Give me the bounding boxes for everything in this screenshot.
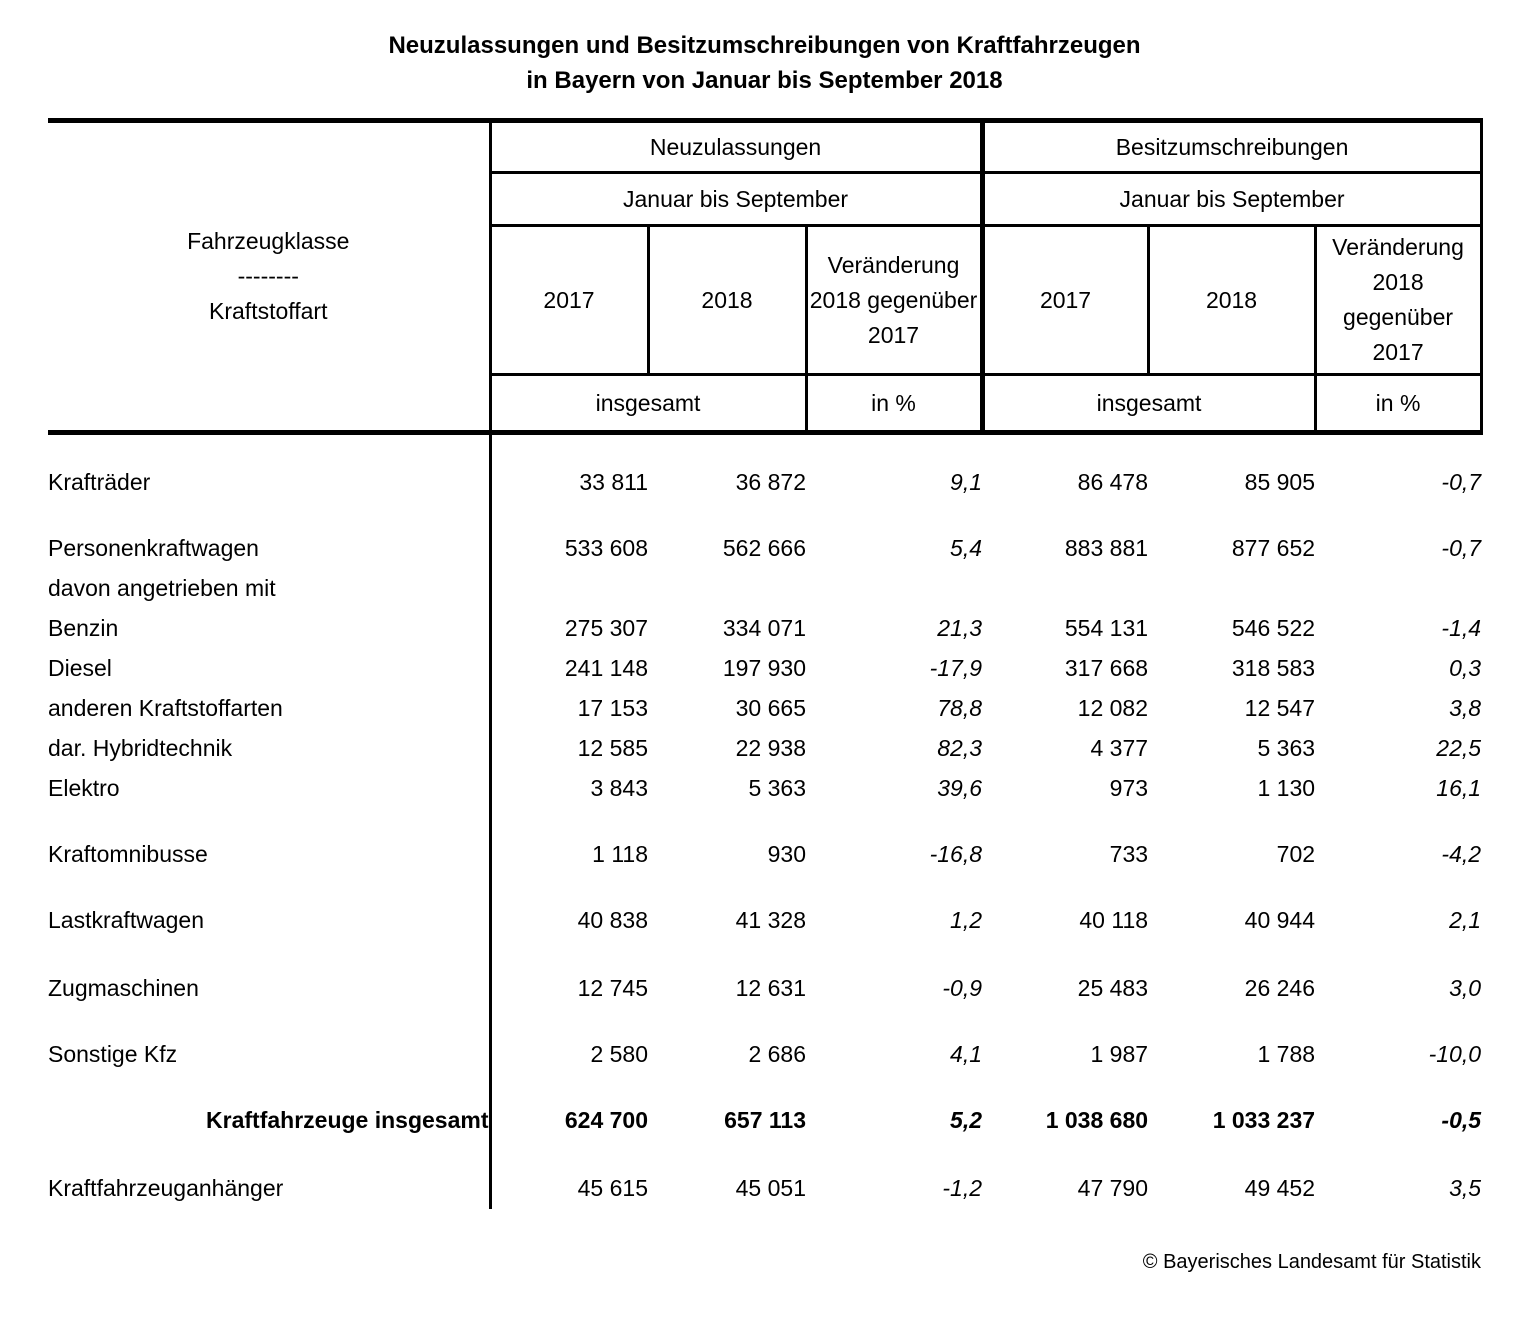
- cell-nz-2017: 3 843: [590, 775, 648, 801]
- cell-bu-2018: 546 522: [1231, 615, 1316, 641]
- cell-bu-change: 16,1: [1436, 775, 1482, 801]
- row-label: davon angetrieben mit: [48, 569, 490, 609]
- row-label: Kraftomnibusse: [48, 835, 490, 875]
- table-row-davon-angetrieben: [48, 569, 1481, 609]
- table-body: [48, 433, 1481, 1209]
- cell-nz-2018: 930: [767, 841, 806, 867]
- cell-nz-2018: [648, 569, 806, 609]
- page-title-line2: in Bayern von Januar bis September 2018: [526, 67, 1003, 94]
- cell-bu-2017: 4 377: [1090, 735, 1149, 761]
- header-nz-change: Veränderung 2018 gegenüber 2017: [806, 226, 982, 375]
- cell-bu-2017: 554 131: [1064, 615, 1149, 641]
- row-label: Krafträder: [48, 463, 490, 503]
- row-label: Elektro: [48, 769, 490, 809]
- table-row-kraftfahrzeuge-insgesamt: [48, 1101, 1481, 1141]
- header-neuzulassungen: Neuzulassungen: [490, 121, 982, 173]
- row-label: Zugmaschinen: [48, 969, 490, 1009]
- cell-nz-2017: 2 580: [590, 1041, 648, 1067]
- cell-bu-2017: 1 987: [1090, 1041, 1149, 1067]
- cell-nz-2017: 17 153: [577, 695, 648, 721]
- table-row-zugmaschinen: [48, 969, 1481, 1009]
- cell-bu-2018: 26 246: [1244, 975, 1316, 1001]
- row-label: Lastkraftwagen: [48, 901, 490, 941]
- cell-bu-2017: 883 881: [1064, 535, 1149, 561]
- header-period-nz: Januar bis September: [490, 173, 982, 226]
- cell-nz-2017: [490, 569, 648, 609]
- cell-bu-change: -0,7: [1441, 535, 1482, 561]
- page-title-line1: Neuzulassungen und Besitzumschreibungen von Kraftfahrzeugen: [388, 32, 1141, 59]
- header-bu-2018: 2018: [1148, 226, 1315, 375]
- cell-bu-2018: 85 905: [1244, 469, 1316, 495]
- row-label: anderen Kraftstoffarten: [48, 689, 490, 729]
- cell-bu-change: 3,0: [1449, 975, 1482, 1001]
- cell-nz-2017: 40 838: [577, 907, 648, 933]
- cell-nz-2017: 533 608: [564, 535, 648, 561]
- cell-bu-2018: 1 033 237: [1212, 1107, 1316, 1133]
- cell-bu-change: -10,0: [1428, 1041, 1482, 1067]
- cell-bu-2017: 47 790: [1077, 1175, 1149, 1201]
- cell-bu-2017: 25 483: [1077, 975, 1149, 1001]
- cell-nz-2017: 241 148: [564, 655, 648, 681]
- stub-header: [48, 121, 490, 433]
- cell-bu-change: [1315, 569, 1481, 609]
- table-row-benzin: [48, 609, 1481, 649]
- cell-nz-change: 9,1: [950, 469, 983, 495]
- table-row-elektro: [48, 769, 1481, 809]
- header-bu-2017: 2017: [982, 226, 1148, 375]
- row-label: Diesel: [48, 649, 490, 689]
- cell-bu-change: 22,5: [1436, 735, 1482, 761]
- cell-bu-change: 0,3: [1449, 655, 1482, 681]
- cell-nz-change: -16,8: [929, 841, 983, 867]
- cell-nz-change: 5,4: [950, 535, 983, 561]
- cell-nz-change: 1,2: [950, 907, 983, 933]
- cell-nz-2018: 30 665: [735, 695, 806, 721]
- cell-nz-2018: 12 631: [735, 975, 806, 1001]
- table-row-hybridtechnik: [48, 729, 1481, 769]
- cell-bu-2018: 877 652: [1231, 535, 1316, 561]
- cell-bu-2018: 49 452: [1244, 1175, 1316, 1201]
- row-label: Personenkraftwagen: [48, 529, 490, 569]
- cell-nz-change: 5,2: [950, 1107, 983, 1133]
- stub-header-line1: Fahrzeugklasse: [187, 228, 350, 254]
- cell-bu-2018: 12 547: [1244, 695, 1316, 721]
- cell-nz-2017: 12 745: [577, 975, 648, 1001]
- row-label: Sonstige Kfz: [48, 1035, 490, 1075]
- table-row-andere-kraftstoffarten: [48, 689, 1481, 729]
- cell-nz-change: 82,3: [937, 735, 983, 761]
- header-nz-2018: 2018: [648, 226, 806, 375]
- cell-bu-change: -1,4: [1441, 615, 1482, 641]
- cell-bu-2018: [1148, 569, 1315, 609]
- cell-nz-change: -0,9: [942, 975, 983, 1001]
- cell-bu-change: -4,2: [1441, 841, 1482, 867]
- header-bu-percent: in %: [1315, 375, 1481, 433]
- cell-nz-2018: 657 113: [724, 1107, 806, 1133]
- table-row-kraftraeder: [48, 463, 1481, 503]
- cell-nz-2017: 45 615: [577, 1175, 648, 1201]
- header-nz-2017: 2017: [490, 226, 648, 375]
- header-besitzumschreibungen: Besitzumschreibungen: [982, 121, 1481, 173]
- statistics-table: [48, 118, 1483, 1209]
- cell-nz-change: -17,9: [929, 655, 983, 681]
- cell-bu-2018: 5 363: [1257, 735, 1316, 761]
- table-row-kraftomnibusse: [48, 835, 1481, 875]
- cell-bu-2017: 12 082: [1077, 695, 1149, 721]
- page-title: [48, 28, 1481, 98]
- cell-bu-2018: 40 944: [1244, 907, 1316, 933]
- cell-nz-change: 21,3: [937, 615, 983, 641]
- cell-nz-2017: 33 811: [579, 469, 648, 495]
- cell-bu-2018: 1 130: [1257, 775, 1316, 801]
- cell-nz-2018: 45 051: [735, 1175, 806, 1201]
- cell-nz-change: [806, 569, 982, 609]
- cell-bu-2018: 318 583: [1231, 655, 1316, 681]
- row-label: Kraftfahrzeuge insgesamt: [48, 1101, 490, 1141]
- cell-bu-2017: 86 478: [1077, 469, 1149, 495]
- cell-nz-change: 4,1: [950, 1041, 983, 1067]
- header-nz-percent: in %: [806, 375, 982, 433]
- cell-bu-2018: 1 788: [1257, 1041, 1316, 1067]
- cell-nz-change: -1,2: [942, 1175, 983, 1201]
- header-period-bu: Januar bis September: [982, 173, 1481, 226]
- table-row-sonstige-kfz: [48, 1035, 1481, 1075]
- cell-nz-2017: 1 118: [592, 841, 648, 867]
- cell-bu-change: 3,8: [1449, 695, 1482, 721]
- header-nz-insgesamt: insgesamt: [490, 375, 806, 433]
- table-header: [48, 121, 1481, 433]
- header-bu-change: Veränderung 2018 gegenüber 2017: [1315, 226, 1481, 375]
- table-row-diesel: [48, 649, 1481, 689]
- cell-bu-2018: 702: [1276, 841, 1316, 867]
- cell-nz-2018: 22 938: [735, 735, 806, 761]
- cell-nz-2017: 624 700: [564, 1107, 648, 1133]
- cell-nz-2017: 12 585: [577, 735, 648, 761]
- cell-nz-change: 78,8: [937, 695, 983, 721]
- cell-bu-change: -0,7: [1441, 469, 1482, 495]
- table-row-personenkraftwagen: [48, 529, 1481, 569]
- cell-bu-2017: [982, 569, 1148, 609]
- cell-nz-2018: 334 071: [722, 615, 806, 641]
- cell-nz-2018: 36 872: [735, 469, 806, 495]
- copyright-note: © Bayerisches Landesamt für Statistik: [1142, 1250, 1481, 1273]
- cell-bu-2017: 40 118: [1079, 907, 1149, 933]
- cell-nz-2018: 562 666: [722, 535, 806, 561]
- cell-nz-2018: 41 328: [735, 907, 806, 933]
- row-label: Benzin: [48, 609, 490, 649]
- cell-bu-2017: 733: [1109, 841, 1149, 867]
- stub-header-line2: Kraftstoffart: [209, 298, 328, 324]
- cell-bu-change: 2,1: [1449, 907, 1482, 933]
- cell-bu-change: -0,5: [1441, 1107, 1482, 1133]
- cell-bu-2017: 1 038 680: [1045, 1107, 1149, 1133]
- cell-bu-change: 3,5: [1449, 1175, 1482, 1201]
- cell-bu-2017: 317 668: [1064, 655, 1149, 681]
- cell-nz-2018: 2 686: [748, 1041, 806, 1067]
- table-row-lastkraftwagen: [48, 901, 1481, 941]
- cell-bu-2017: 973: [1109, 775, 1149, 801]
- table-row-kraftfahrzeuganhaenger: [48, 1169, 1481, 1209]
- cell-nz-2017: 275 307: [564, 615, 648, 641]
- row-label: dar. Hybridtechnik: [48, 729, 490, 769]
- stub-header-divider: --------: [237, 263, 299, 289]
- header-bu-insgesamt: insgesamt: [982, 375, 1315, 433]
- cell-nz-2018: 5 363: [748, 775, 806, 801]
- row-label: Kraftfahrzeuganhänger: [48, 1169, 490, 1209]
- cell-nz-change: 39,6: [937, 775, 983, 801]
- cell-nz-2018: 197 930: [722, 655, 806, 681]
